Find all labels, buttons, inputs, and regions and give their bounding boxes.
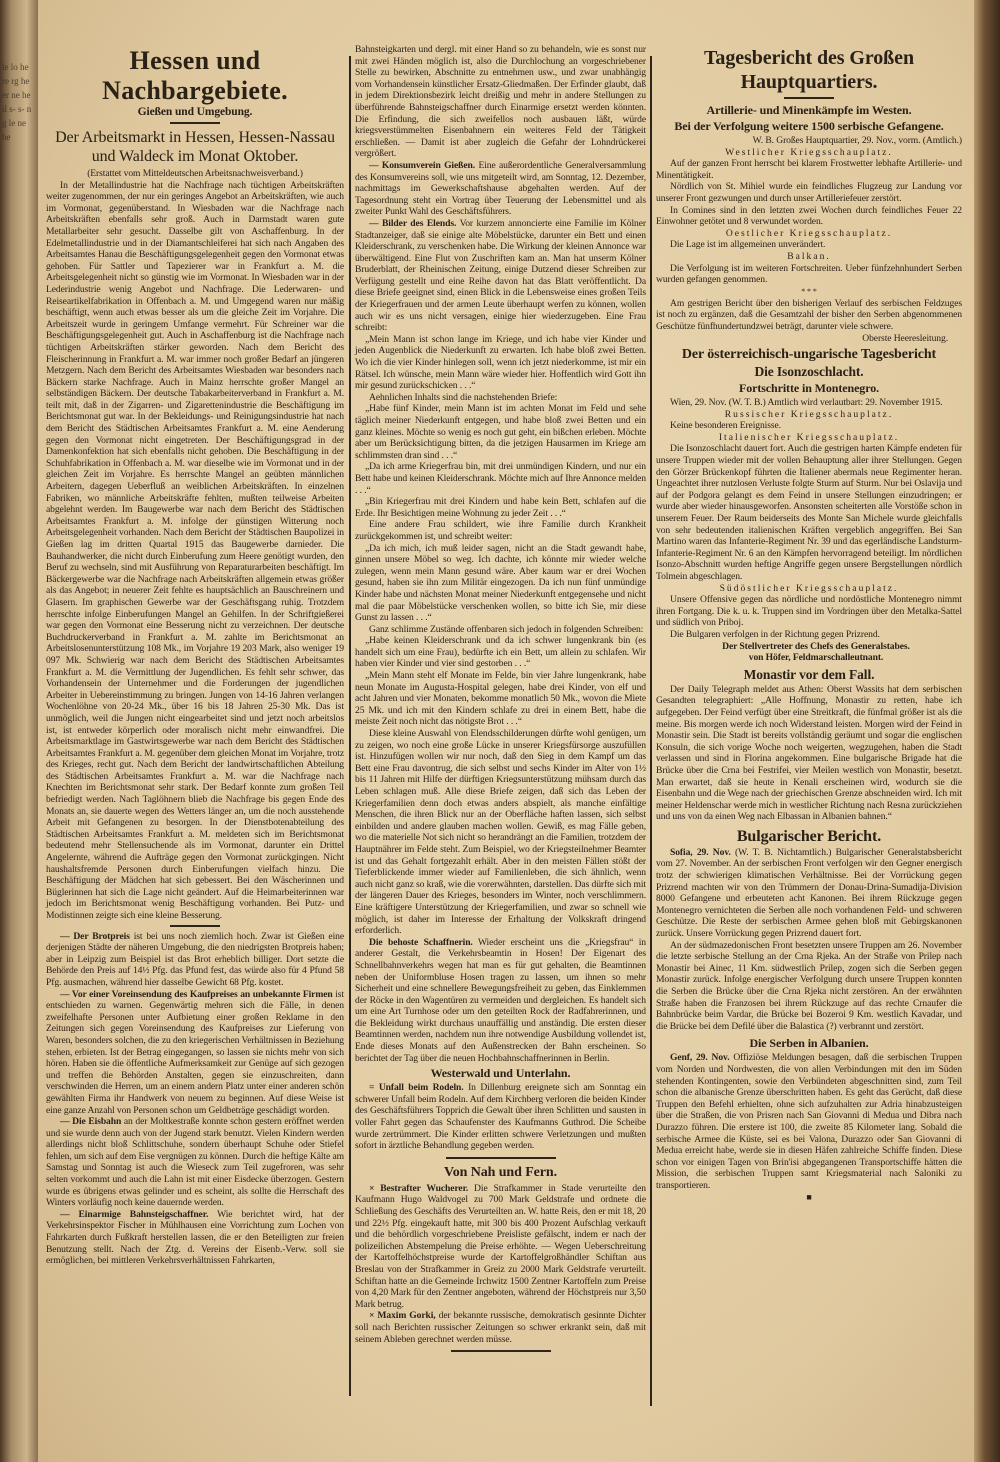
report-subhead: Die Isonzoschlacht. (754, 364, 864, 380)
report-subhead: Fortschritte in Montenegro. (738, 381, 880, 396)
report-paragraph: In Comines sind in den letzten zwei Wochen durch feindliches Feuer 22 Einwohner getötet und 8 verwundet worden. (656, 204, 962, 228)
article-heading: Bulgarischer Bericht. (736, 827, 882, 845)
quoted-letter: „Mein Mann steht elf Monate im Felde, bin vier Jahre lungenkrank, habe neun Monate im Augusta-Hospital gelegen, habe drei Kinder, von elf und acht Jahren und vier Monaten, bekomme monatlich 50 Mk., wovon die Miete 25 Mk. und ich mit den Kindern schlafe zu drei in einem Bett, habe die meiste Zeit noch nicht das nötigste Brot . . .“ (355, 670, 646, 728)
separator-stars: * * * (801, 286, 817, 296)
report-paragraph: Auf der ganzen Front herrscht bei klarem Frostwetter lebhafte Artillerie- und Minentätigkeit. (656, 158, 962, 181)
quoted-letter: „Habe fünf Kinder, mein Mann ist im achten Monat im Feld und sehe täglich meiner Niederkunft entgegen, und habe bloß zwei Betten und ein ganz kleines. Möchte so wenig es noch gut geht, ein bißchen erleben. Möchte aber um Berücksichtigung bitten, da die jetzigen Hausarmen im Kriege am schlimmsten dran sind . . .“ (355, 403, 646, 461)
report-title: Tagesbericht des Großen Hauptquartiers. (704, 47, 914, 93)
report-paragraph: An der südmazedonischen Front besetzten unsere Truppen am 26. November die letzte serbische Stellung an der Crna Rjeka. An der Straße von Prilep nach Monastir bei Ainec, 11 Km. südwestlich Prilep, zogen sich die Serben gegen Monastir zurück. Infolge energischer Verfolgung durch unsere Truppen konnten die Serben die Brücke über die Crna Rjeka nicht zerstören. An der erwähnten Straße haben die Franzosen bei ihrem Rückzuge auf das rechte Crnaufer die Bahnbrücke beim Vardar, die Brücke bei Bozeroi 9 Km. westlich Kavadar, und die Brücke bei dem Defilé über die Balastica (?) verbrannt und zerstört. (656, 939, 962, 1032)
news-item: Diese kleine Auswahl von Elendsschilderungen dürfte wohl genügen, um zu zeigen, wo noch eine große Lücke in unserer Kriegsfürsorge auszufüllen ist. Hinzufügen wollen wir nur noch, daß den Sieg in dem Kampf um das Bett eine Frau davontrug, die sich selbst und sechs Kinder im Alter von 1½ bis 11 Jahren mit Hilfe der dürftigen Kriegsunterstützung mühsam durch das Leben schlagen muß. Alle diese Briefe zeigen, daß sich das Leben der Kriegerfamilien denn doch etwas anders abspielt, als manche einfältige Menschen, die ihren Blick nur an der Oberfläche haften lassen, sich selbst einbilden und andere glauben machen wollen. Gewiß, es mag Fälle geben, wo die materielle Not sich nicht so herandrängt an die Familien, trotzdem der Hauptnährer im Felde steht. Zum Beispiel, wo der Kriegsteilnehmer Beamter ist und das Gehalt fortgezahlt erhält. Aber in den meisten Fällen stößt der Tieferblickende immer wieder auf Familienleben, die sich ähnlich, wenn auch nicht ganz so kraß, wie die vorerwähnten, darstellen. Das dürfte sich mit der längeren Dauer des Krieges, besonders im Winter, noch verschlimmern. Eine kräftigere Unterstützung der Kriegerfamilien, und zwar so schnell wie möglich, ist daher im Interesse der Erhaltung der Volkskraft dringend erforderlich. (355, 728, 646, 937)
report-paragraph: Die Isonzoschlacht dauert fort. Auch die gestrigen harten Kämpfe endeten für unsere Truppen wieder mit der vollen Behauptung aller ihrer Stellungen. Gegen den Görzer Brückenkopf führten die Italiener abermals neue Regimenter heran. Ungeachtet ihrer nutzlosen Verluste folgte Sturm auf Sturm. Nur bei Oslavija und auf der Podgora gelangt es dem Feind in unsere Stellungen einzudringen; er wurde aber wieder hinausgeworfen. Ansonsten scheiterten alle Vorstöße schon in unserem Feuer. Der Raum beiderseits des Monte San Michele wurde gleichfalls von sehr bedeutenden italienischen Kräften vergeblich angegriffen. Bei San Martino waren das Infanterie-Regiment Nr. 39 und das egerländische Landsturm-Infanterie-Regiment Nr. 6 an den Kämpfen hervorragend beteiligt. Im nördlichen Isonzo-Abschnitt wurden heftige Angriffe gegen unsere Bergstellungen nördlich Tolmein abgeschlagen. (656, 443, 962, 582)
theater-heading: Italienischer Kriegsschauplatz. (718, 431, 900, 443)
report-subhead: Bei der Verfolgung weitere 1500 serbische Gefangene. (674, 119, 944, 133)
signature: von Höfer, Feldmarschalleutnant. (748, 652, 884, 664)
quoted-letter: „Mein Mann ist schon lange im Kriege, und ich habe vier Kinder und jeden Augenblick die Niederkunft zu erwarten. Ich habe bloß zwei Betten. Wo ich die vier Kinder hinlegen soll, wenn ich jetzt niederkomme, ist mir ein Rätsel. Ich wünsche, mein Mann wäre wieder hier. Hoffentlich wird Gott ihn mir gesund zurückschicken . . .“ (355, 333, 646, 392)
dateline: Wien, 29. Nov. (W. T. B.) Amtlich wird verlautbart: 29. November 1915. (670, 397, 943, 409)
report-paragraph: Die Bulgaren verfolgen in der Richtung gegen Prizrend. (670, 628, 880, 640)
column-3 (656, 44, 962, 1203)
divider (170, 925, 220, 927)
divider (784, 97, 834, 99)
news-item: — Einarmige Bahnsteigschaffner. Wie berichtet wird, hat der Verkehrsinspektor Fischer in Mühlhausen eine Vorrichtung zum Lochen von Fahrkarten durch Fußkraft herstellen lassen, die er den Beteiligten zur freien Benutzung stellt. Nach der Ztg. d. Vereins der Eisenb.-Verw. soll sie ermöglichen, bei mittleren Verkehrsverhältnissen Fahrkarten, (46, 1208, 344, 1267)
report-paragraph: Keine besonderen Ereignisse. (670, 420, 781, 432)
theater-heading: Südöstlicher Kriegsschauplatz. (719, 582, 899, 594)
section-heading: Von Nah und Fern. (444, 1164, 557, 1180)
divider (451, 1350, 551, 1352)
column-1 (46, 44, 344, 1267)
news-item: — Der Brotpreis ist bei uns noch ziemlich hoch. Zwar ist Gießen eine derjenigen Städte der näheren Umgebung, die den niedrigsten Brotpreis haben; aber in Leipzig zum Beispiel ist das Brot erheblich billiger. Dort setzte die Behörde den Preis auf 14½ Pfg. das Pfund fest, das würde also für 4 Pfund 58 Pfg. ausmachen, während hier dasselbe Gewicht 68 Pfg. kostet. (46, 930, 344, 988)
news-item: = Unfall beim Rodeln. In Dillenburg ereignete sich am Sonntag ein schwerer Unfall beim Rodeln. Auf dem Kirchberg verloren die beiden Kinder des Geschäftsführers Topprich die Gewalt über ihren Schlitten und sausten in voller Fahrt gegen das Schaufenster des Kaufmanns Guthrod. Die Scheibe wurde zertrümmert. Die Kinder erlitten schwere Verletzungen und mußten sofort in ärztliche Behandlung gegeben werden. (355, 1082, 646, 1152)
article-heading: Monastir vor dem Fall. (743, 666, 875, 682)
news-item: — Vor einer Voreinsendung des Kaufpreises an unbekannte Firmen ist entschieden zu warnen. Gegenwärtig mehren sich die Fälle, in denen zweifelhafte Personen unter Aufbietung einer großen Reklame in den Zeitungen sich gegen Voreinsendung des Kaufpreises zur Lieferung von Waren, besonders solchen, die zu den kriegerischen Verhältnissen in Beziehung stehen, erbieten. Ist der Betrag eingegangen, so lassen sie nichts mehr von sich hören. Haben sie die öffentliche Aufmerksamkeit zur Genüge auf sich gezogen und treffen die Behörden Anstalten, gegen sie einzuschreiten, dann verschwinden die Herren, um an einem andern Platz unter einer anderen schön gewählten Firma ihr Handwerk von neuem zu beginnen. Auf diese Weise ist eine ganze Anzahl von Personen schon um Geldbeträge geschädigt worden. (46, 988, 344, 1116)
report-paragraph: Sofia, 29. Nov. (W. T. B. Nichtamtlich.) Bulgarischer Generalstabsbericht vom 27. November. An der serbischen Front verfolgen wir den Gegner energisch trotz der schwierigen klimatischen Verhältnisse. Bei der Vorrückung gegen Prizrend machten wir von den Trümmern der Donau-Drina-Sumadija-Division 8000 Gefangene und erbeuteten acht Kanonen. Bei ihrem Rückzuge gegen Montenegro vernichteten die Serben alle noch vorhandenen Feld- und schweren Geschütze. Die Reste der serbischen Armee gehen bloß mit Gebirgskanonen zurück. Unsere Vorrückung gegen Prizrend dauert fort. (656, 846, 962, 940)
report-paragraph: Genf, 29. Nov. Offiziöse Meldungen besagen, daß die serbischen Truppen vom Norden und Nordwesten, die von allen Verbindungen mit den im Süden stehenden Kontingenten, sowie den Verbündeten abgeschnitten sind, zum Teil schon die albanische Grenze überschritten haben. Es geht das Gerücht, daß diese Truppen den Befehl erhielten, ohne sich aufzuhalten zur Adria hinabzusteigen über die Straßen, die von Prisren nach San Giovanni di Medua und Dibra nach Durazzo führen. Die erstere ist 100, die zweite 85 Kilometer lang. Sobald die serbische Armee die Küste, sei es bei Valona, Durazzo oder San Giovanni di Medua erreicht habe, werde sie in diesen Häfen zahlreiche Schiffe finden. Diese schon vor einigen Tagen von Brin'isi abgegangenen Transportschiffe hätten die Mission, die serbischen Truppen samt Kriegsmaterial nach Saloniki zu transportieren. (656, 1052, 962, 1191)
article-source: (Erstattet vom Mitteldeutschen Arbeitsnachweisverband.) (87, 168, 303, 179)
report-title: Der österreichisch-ungarische Tagesbericht (681, 347, 937, 363)
report-paragraph: Nördlich von St. Mihiel wurde ein feindliches Flugzeug zur Landung vor unserer Front gezwungen und durch unser Artilleriefeuer zerstört. (656, 181, 962, 204)
article-heading: Die Serben in Albanien. (749, 1036, 869, 1051)
article-body: In der Metallindustrie hat die Nachfrage nach tüchtigen Arbeitskräften weiter zugenommen, der nur ein geringes Angebot an Arbeitskräften, wie auch im Vormonat, gegenüberstand. In Wiesbaden war die Nachfrage nach Arbeitskräften ebenfalls sehr groß. Auch in Darmstadt waren gute Metallarbeiter sehr gesucht. Dasselbe gilt von Aschaffenburg. In der Edelmetallindustrie und in der Diamantschleiferei hat sich nach Angaben des Arbeitsamtes Hanau die Beschäftigungsgelegenheit gegen den Vormonat etwas gehoben. Für Sattler und Tapezierer war in Frankfurt a. M. die Arbeitsgelegenheit nicht so günstig wie im Vormonat. In Wiesbaden war in der Lederindustrie wenig Angebot und Nachfrage. Die Lederwaren- und Reiseartikelfabrikation in Offenbach a. M. und Umgegend waren nur mäßig beschäftigt, wenn auch etwas besser als um die gleiche Zeit im Vorjahre. Die Arbeitszeit wurde in geringem Umfange vermehrt. Für Schreiner war die Beschäftigungsgelegenheit gut. Auch in Aschaffenburg ist die Nachfrage nach tüchtigen Arbeitskräften stärker geworden. Nach dem Bericht des Fleischerinnung in Frankfurt a. M. war immer noch großer Bedarf an jüngeren Metzgern. Nach dem Bericht des Arbeitsamtes Wiesbaden war besonders nach Bäckern starke Nachfrage. Auch in Mainz herrschte großer Mangel an selbständigen Bäckern. Der deutsche Tabakarbeiterverband in Frankfurt a. M. teilt mit, daß in der Zigarren- und Zigarettenindustrie die Beschäftigung im Berichtsmonat gut war. In der Bekleidungs- und Reinigungsindustrie hat nach dem Bericht des Städtischen Arbeitsamtes Frankfurt a. M. eine Aenderung gegen den Vormonat nicht eingetreten. Der Beschäftigungsgrad in der Damenkonfektion hat sich ebenfalls nicht gehoben. Die Beschäftigung in der Schuhfabrikation in Offenbach a. M. war dieselbe wie im Vormonat und in der gleichen Zeit im Vorjahre. Es herrschte Mangel an geübten männlichen Arbeitern, dagegen Ueberfluß an weiblichen Arbeitskräften. In einzelnen Fabriken, wo männliche Arbeitskräfte fehlten, mußten teilweise Arbeiten abgelehnt werden. Im Baugewerbe war nach dem Bericht des Städtischen Arbeitsamtes Frankfurt a. M. infolge der günstigen Witterung noch Arbeitsgelegenheit vorhanden. Nach dem Bericht der Städtischen Baupolizei in Gießen lag im dritten Quartal 1915 das Baugewerbe darnieder. Die Bauhandwerker, die nicht durch Einberufung zum Heere genötigt wurden, den Beruf zu wechseln, sind mit Ausführung von Reparaturarbeiten beschäftigt. Im Bäckergewerbe war die Nachfrage nach Arbeitskräften allgemein etwas größer als das Angebot; in neuerer Zeit fehlte es hauptsächlich an Bauschreinern und Glasern. Im graphischen Gewerbe war der Geschäftsgang ruhig. Trotzdem herrschte infolge Einberufungen Mangel an Gehilfen. In der Schriftgießerei war gegen den Vormonat eine Besserung nicht zu verzeichnen. Der deutsche Buchdruckerverband in Frankfurt a. M. zahlte im Berichtsmonat an Arbeitslosenunterstützung 108 Mk., im Vorjahre 19 203 Mark, also weniger 19 097 Mk. Schwierig war nach dem Bericht des Städtischen Arbeitsamtes Frankfurt a. M. die Vermittlung der Jugendlichen. Es fehlt sehr schwer, das Vorhandensein der Unternehmer und die Forderungen der jugendlichen Arbeiter in Uebereinstimmung zu bringen. Jungen von 14-16 Jahren verlangen Wochenlöhne von 20-24 Mk., über 16 bis 18 Jahren 25-30 Mk. Das ist unmöglich, weil die Jungen nicht eingearbeitet sind und jetzt noch arbeitslos ist, ist entweder körperlich oder moralisch nicht mehr einwandfrei. Die Arbeitsmarktlage im Gastwirtsgewerbe war nach dem Bericht des Städtischen Arbeitsamtes Frankfurt a. M. gegenüber dem gleichen Monat im Vorjahre, trotz des Krieges, recht gut. Nach dem Bericht der landwirtschaftlichen Abteilung des Städtischen Arbeitsamtes Frankfurt a. M. war die Nachfrage nach Knechten im Berichtsmonat sehr stark. Der Bedarf konnte zum großen Teil befriedigt werden. Nach Taglöhnern blieb die Nachfrage bis gegen Ende des Monats an, sie dauerte wegen des Wetters länger an, um die noch ausstehende Arbeit mit Gefangenen zu besorgen. In der Dienstbotenabteilung des Städtischen Arbeitsamtes Frankfurt a. M. meldeten sich im Berichtsmonat bedeutend mehr Stellensuchende als im Vormonat, darunter ein Drittel Angelernte, während die Aufträge gegen den Vormonat zurückgingen. Nicht haushaltsfremde Personen durch Einberufungen vielfach hinzu. Die Beschäftigung der Mädchen hat sich gebessert. Bei den Wäscherinnen und Büglerinnen hat sich die Lage nicht geändert. Auf die Heimarbeiterinnen war jedoch im Berichtsmonat wenig Beschäftigung vorhanden. Bei Putz- und Modistinnen zeigte sich eine kleine Besserung. (46, 179, 344, 921)
article-headline: Der Arbeitsmarkt in Hessen, Hessen-Nassau und Waldeck im Monat Oktober. (55, 129, 335, 165)
book-binding-right (974, 0, 1000, 1462)
divider (170, 122, 220, 124)
signature: Der Stellvertreter des Chefs des Generalstabes. (722, 640, 910, 652)
news-item: Bahnsteigkarten und dergl. mit einer Hand so zu behandeln, wie es sonst nur mit zwei Händen möglich ist, also die Durchlochung an vorgeschriebener Stelle zu bewirken, Abschnitte zu entnehmen usw., und zwar unabhängig vom Vorhandensein künstlicher Ersatz-Gliedmaßen. Der Erfinder glaubt, daß in jedem Direktionsbezirk leicht dreißig und mehr in andere Stellungen zu überführende Bahnsteigschaffner durch Einarmige ersetzt werden könnten. Die Erfindung, die sich zweifellos noch ausbauen läßt, würde kriegsverstümmelten Eisenbahnern ein weiteres Feld der Tätigkeit erschließen. — Damit ist aber zugleich die Gefahr der Lohndrückerei vergrößert. (355, 44, 646, 160)
theater-heading: Oestlicher Kriegsschauplatz. (725, 227, 893, 239)
report-paragraph: Die Lage ist im allgemeinen unverändert. (670, 239, 826, 251)
news-item: × Bestrafter Wucherer. Die Strafkammer in Stade verurteilte den Kaufmann Hugo Waldvogel zu 700 Mark Geldstrafe und ordnete die Schließung des Geschäfts des Verurteilten an. W. hatte Reis, den er mit 18, 20 und 22½ Pfg. eingekauft hatte, mit 300 bis 400 Prozent Aufschlag verkauft und die behördlich vorgeschriebene Preisliste gefälscht, indem er nach der polizeilichen Abstempelung die Preise erhöhte. — Wegen Ueberschreitung der Kartoffelhöchstpreise wurde der Kartoffelgroßhändler Schiftan aus Breslau von der Strafkammer in Greiz zu 2000 Mark Geldstrafe verurteilt. Schiftan hatte an die Gemeinde Irchwitz 1500 Zentner Kartoffeln zum Preise von 4,20 Mark für den Zentner angeboten, während der Höchstpreis nur 3,50 Mark betrug. (355, 1182, 646, 1310)
quoted-letter: „Da ich mich, ich muß leider sagen, nicht an die Stadt gewandt habe, ginnen unsere Möbel so weg. Ich dachte, ich könnte mir wieder welche zulegen, wenn mein Mann gesund wäre. Aber kaum war er drei Wochen gesund, haben sie ihn zum Militär eingezogen. Da ich nun fünf unmündige Kinder habe und nächsten Monat meiner Niederkunft entgegensehe und nicht mal die paar Möbelstücke verschenken wollen, so bitte ich Sie, mir diese Gunst zu lassen . . .“ (355, 542, 646, 624)
end-mark: ■ (806, 1191, 812, 1202)
report-paragraph: Am gestrigen Bericht über den bisherigen Verlauf des serbischen Feldzuges ist noch zu ergänzen, daß die Gesamtzahl der bisher den Serben abgenommenen Geschütze fünfhundertundzwei beträgt, darunter viele schwere. (656, 297, 962, 332)
report-subhead: Artillerie- und Minenkämpfe im Westen. (706, 103, 912, 117)
theater-heading: Balkan. (787, 250, 831, 262)
quoted-letter: „Bin Kriegerfrau mit drei Kindern und habe kein Bett, schlafen auf die Erde. Ihr Besichtigen meine Wohnung zu jeder Zeit . . .“ (355, 496, 646, 519)
signature: Oberste Heeresleitung. (862, 332, 948, 344)
news-item: Ganz schlimme Zustände offenbaren sich jedoch in folgenden Schreiben: (369, 623, 644, 635)
column-divider (349, 56, 351, 1396)
news-item: — Die Eisbahn an der Moltkestraße konnte schon gestern eröffnet werden und sie wurde denn auch von der Jugend stark benutzt. Vielen Kindern werden allerdings nicht bloß Schlittschuhe, sondern überhaupt Schuhe oder Stiefel fehlen, um sich auf dem Eise vergnügen zu können. Durch die heftige Kälte am Samstag und Sonntag ist auch die Wieseck zum Teil zugefroren, was sehr selten vorkommt und auch die Lahn ist mit einer Eisdecke überzogen. Gestern wurde es übrigens etwas gelinder und es scheint, als sollte die Herrschaft des Winters vorläufig noch keine dauernde werden. (46, 1116, 345, 1209)
news-item: × Maxim Gorki, der bekannte russische, demokratisch gesinnte Dichter soll nach Berichten russischer Zeitungen so schwer erkrankt sein, daß mit seinem Ableben gerechnet werden müsse. (355, 1310, 646, 1345)
dateline: W. B. Großes Hauptquartier, 29. Nov., vorm. (Amtlich.) (752, 135, 962, 146)
section-subhead: Gießen und Umgebung. (137, 106, 253, 118)
news-item: Eine andere Frau schildert, wie ihre Familie durch Krankheit zurückgekommen ist, und schreibt weiter: (355, 519, 646, 542)
news-item: — Bilder des Elends. Vor kurzem annoncierte eine Familie im Kölner Stadtanzeiger, daß sie einige alte Möbelstücke, darunter ein Bett und einen Kleiderschrank, zu verschenken habe. Die Wirkung der kleinen Annonce war überwältigend. Eine Flut von Zuschriften kam an. Man hat unserm Kölner Bruderblatt, der Rheinischen Zeitung, einige Dutzend dieser Schreiben zur Verfügung gestellt und eine Reihe davon hat das Blatt veröffentlicht. Da diese Briefe geeignet sind, einen Blick in die Lebensweise eines großen Teils der Kriegerfrauen und der armen Leute überhaupt werfen zu können, wollen auch wir es uns nicht versagen, einige hier wiederzugeben. Eine Frau schreibt: (355, 217, 646, 334)
news-item: — Konsumverein Gießen. Eine außerordentliche Generalversammlung des Konsumvereins soll, wie uns mitgeteilt wird, am Sonntag, 12. Dezember, nachmittags im Gewerkschaftshause abgehalten werden. Auf der Tagesordnung steht ein Vortrag über Teuerung der Lebensmittel und als zweiter Punkt Wahl des Geschäftsführers. (355, 159, 646, 218)
previous-page-fragment: le lo he re rg he er ne he il s- s- ng le ne he (2, 62, 32, 142)
book-binding-left (0, 0, 38, 1462)
column-divider (650, 56, 652, 1406)
section-heading: Westerwald und Unterlahn. (430, 1066, 571, 1081)
quoted-letter: „Habe keinen Kleiderschrank und da ich schwer lungenkrank bin (es handelt sich um eine Frau), bedürfte ich ein Bett, um allein zu schlafen. Wir haben vier Kinder und vier sind gestorben . . .“ (355, 635, 646, 670)
section-masthead: Hessen und Nachbargebiete. (102, 46, 288, 105)
quoted-letter: „Da ich arme Kriegerfrau bin, mit drei unmündigen Kindern, und nur ein Bett habe und keinen Kleiderschrank. Möchte mich auf Ihre Annonce melden . . .“ (355, 461, 646, 496)
column-2 (355, 44, 646, 1357)
report-paragraph: Der Daily Telegraph meldet aus Athen: Oberst Wassits hat dem serbischen Gesandten telegraphiert: „Alle Hoffnung, Monastir zu retten, habe ich aufgegeben. Der Feind verfügt über eine Streitkraft, die fünfmal größer ist als die meine. Bis morgen werde ich noch Widerstand leisten. Morgen wird der Feind in Monastir sein. Die Stadt ist bereits vollständig geräumt und sogar die englischen Konsuln, die sich vorige Woche noch weigerten, wegzugehen, haben die Stadt verlassen und sind in Florina angekommen. Eine bulgarische Brigade hat die Brücke über die Crna bei Festrifei, vier Meilen westlich von Monastir, besetzt. Man erwartet, daß sie heute in Kenali erscheinen wird, wodurch sie die Eisenbahn und die Wege nach der griechischen Grenze abschneiden wird. Ich mit meiner Heldenschar werde mich in westlicher Richtung nach Resna zurückziehen und uns von da einen Weg nach Elbassan in Albanien bahnen.“ (656, 683, 962, 823)
news-item: Aehnlichen Inhalts sind die nachstehenden Briefe: (369, 391, 558, 403)
theater-heading: Westlicher Kriegsschauplatz. (725, 146, 893, 158)
report-paragraph: Die Verfolgung ist im weiteren Fortschreiten. Ueber fünfzehnhundert Serben wurden gefangen genommen. (656, 262, 962, 286)
theater-heading: Russischer Kriegsschauplatz. (724, 408, 894, 420)
divider (446, 1157, 556, 1159)
report-paragraph: Unsere Offensive gegen das nördliche und nordöstliche Montenegro nimmt ihren Fortgang. Die k. u. k. Truppen sind im Vordringen über den Metalka-Sattel und südlich von Priboj. (656, 594, 962, 629)
news-item: Die behoste Schaffnerin. Wieder erscheint uns die „Kriegsfrau“ in anderer Gestalt, die Verkehrsbeamtin in Hosen! Der Eigenart des Schnellbahnverkehrs wegen hat man es für gut gehalten, die Beamtinnen neben der Uniformbluse Hosen tragen zu lassen, um ihnen so mehr Sicherheit und eine schnellere Bewegungsfreiheit zu geben, das Einklemmen der Röcke in den Wagentüren zu vermeiden und dergleichen. Es handelt sich um eine Art Turnhose oder um den geteilten Rock der Radfahrerinnen, und die Bekleidung wirkt durchaus unauffällig und anständig. Die ersten dieser Beamtinnen werden, nachdem nun ihre notwendige Ausbildung vollendet ist, Ende dieses Monats auf den Außenstrecken der Bahn erscheinen. So berichtet der Tag über die neuen Hochbahnschaffnerinnen in Berlin. (355, 936, 647, 1064)
